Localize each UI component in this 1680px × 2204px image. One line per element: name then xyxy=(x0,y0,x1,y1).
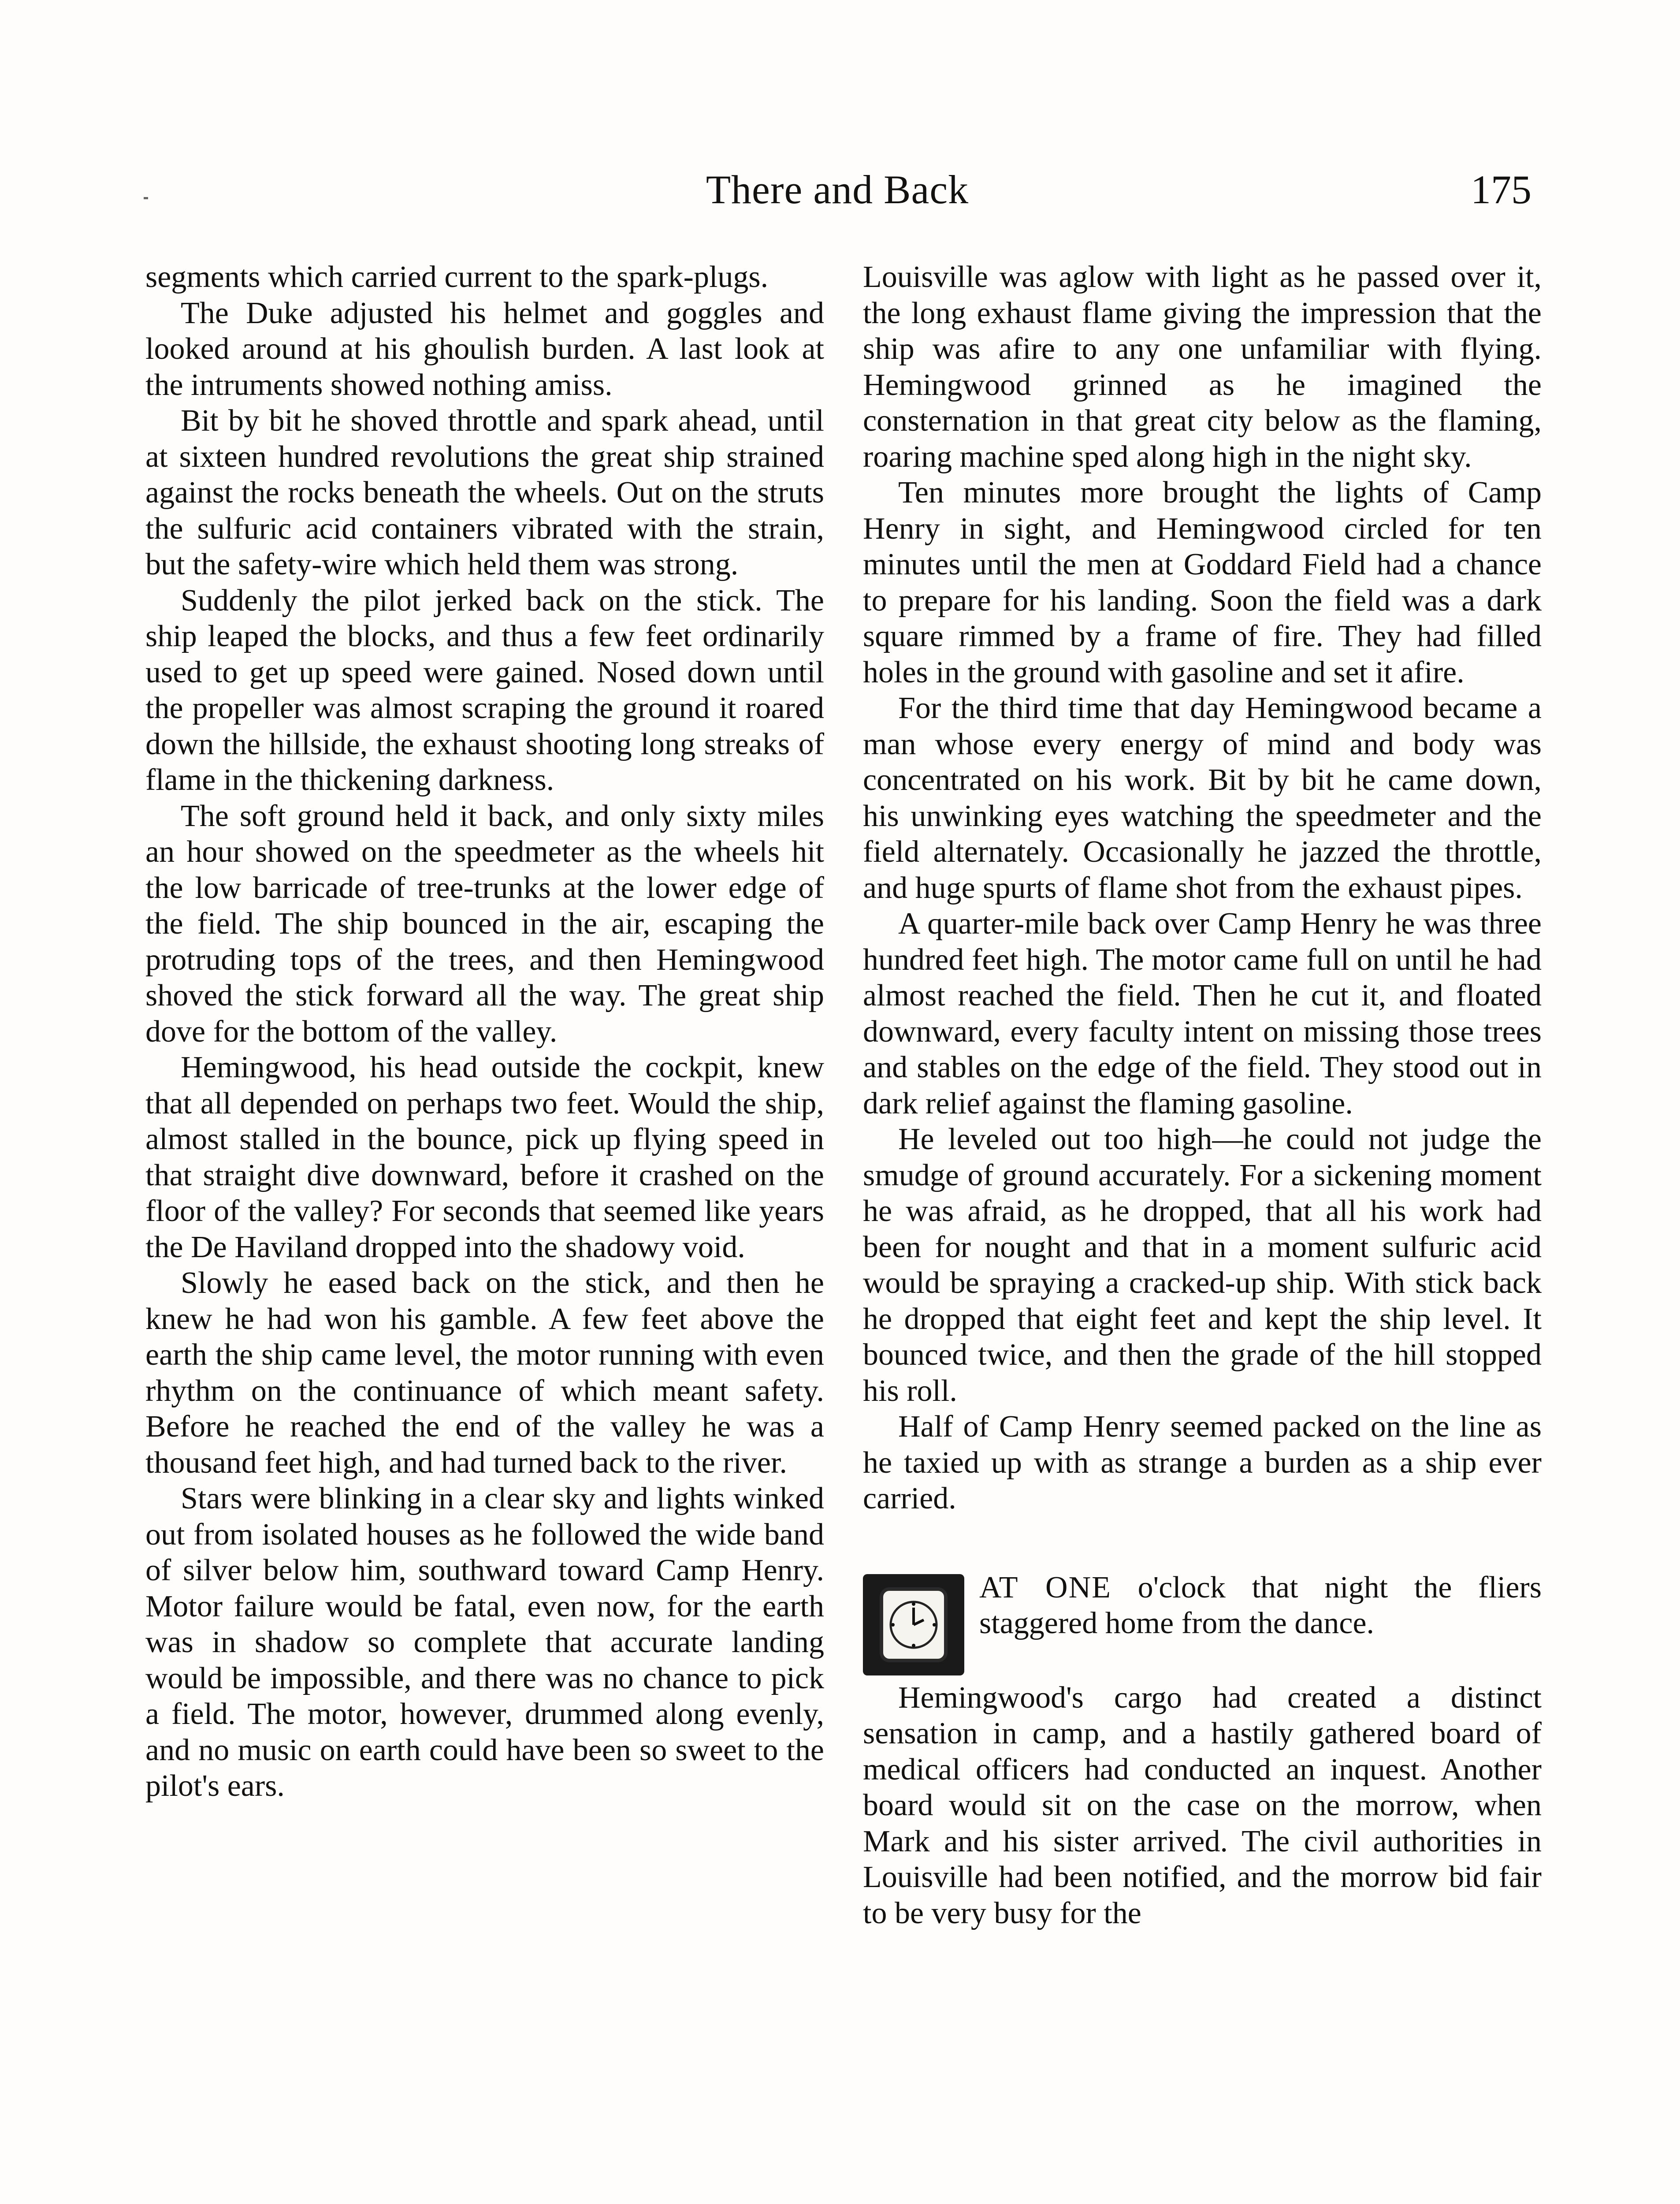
paragraph: Suddenly the pilot jerked back on the stick. The ship leaped the blocks, and thus a few feet ordinarily used to get up speed were gained. Nosed down until the propeller was almost scraping the ground it roared down the hillside, the exhaust shooting long streaks of flame in the thickening darkness. xyxy=(145,583,824,797)
right-column xyxy=(863,259,1542,1931)
left-column xyxy=(145,259,824,1804)
clock-icon xyxy=(863,1574,964,1675)
paragraph: For the third time that day Hemingwood became a man whose every energy of mind and body was concentrated on his work. Bit by bit he came down, his unwinking eyes watching the speedmeter and the field alternately. Occasionally he jazzed the throttle, and huge spurts of flame shot from the exhaust pipes. xyxy=(863,691,1542,905)
paragraph: Stars were blinking in a clear sky and lights winked out from isolated houses as he followed the wide band of silver below him, southward toward Camp Henry. Motor failure would be fatal, even now, for the earth was in shadow so complete that accurate landing would be impossible, and there was no chance to pick a field. The motor, however, drummed along evenly, and no music on earth could have been so sweet to the pilot's ears. xyxy=(145,1482,824,1803)
paragraph: Hemingwood's cargo had created a distinct sensation in camp, and a hastily gathered board of medical officers had conducted an inquest. Another board would sit on the case on the morrow, when Mark and his sister arrived. The civil authorities in Louisville had been notified, and the morrow bid fair to be very busy for the xyxy=(863,1680,1542,1930)
paragraph: Hemingwood, his head outside the cockpit, knew that all depended on perhaps two feet. Would the ship, almost stalled in the bounce, pick up flying speed in that straight dive downward, before it crashed on the floor of the valley? For seconds that seemed like years the De Haviland dropped into the shadowy void. xyxy=(145,1050,824,1264)
paragraph: A quarter-mile back over Camp Henry he was three hundred feet high. The motor came full on until he had almost reached the field. Then he cut it, and floated downward, every faculty intent on missing those trees and stables on the edge of the field. They stood out in dark relief against the flaming gasoline. xyxy=(863,907,1542,1121)
clock-face xyxy=(880,1587,948,1662)
dial-mark xyxy=(912,1602,915,1606)
paragraph: The soft ground held it back, and only sixty miles an hour showed on the speedmeter as the wheels hit the low barricade of tree-trunks at the lower edge of the field. The ship bounced in the air, escaping the protruding tops of the trees, and then Hemingwood shoved the stick forward all the way. The great ship dove for the bottom of the valley. xyxy=(145,799,824,1049)
lead-caps: AT ONE xyxy=(979,1570,1111,1605)
section-lead xyxy=(863,1570,1542,1642)
paragraph: He leveled out too high—he could not judge the smudge of ground accurately. For a sickening moment he was afraid, as he dropped, that all his work had been for nought and that in a moment sulfuric acid would be spraying a cracked-up ship. With stick back he dropped that eight feet and kept the ship level. It bounced twice, and then the grade of the hill stopped his roll. xyxy=(863,1122,1542,1408)
paragraph: Slowly he eased back on the stick, and then he knew he had won his gamble. A few feet above the earth the ship came level, the motor running with even rhythm on the continuance of which meant safety. Before he reached the end of the valley he was a thousand feet high, and had turned back to the river. xyxy=(145,1266,824,1480)
running-header xyxy=(143,163,1531,220)
lead-rest: o'clock that night the fliers staggered home from the dance. xyxy=(979,1570,1542,1640)
dial-mark xyxy=(912,1644,915,1647)
paragraph: segments which carried current to the spark-plugs. xyxy=(145,260,769,294)
page-number: 175 xyxy=(1471,167,1531,212)
dial-mark xyxy=(891,1623,895,1627)
paragraph: Ten minutes more brought the lights of Camp Henry in sight, and Hemingwood circled for ten minutes until the men at Goddard Field had a chance to prepare for his landing. Soon the field was a dark square rimmed by a frame of fire. They had filled holes in the ground with gasoline and set it afire. xyxy=(863,476,1542,689)
paragraph: The Duke adjusted his helmet and goggles and looked around at his ghoulish burden. A last look at the intruments showed nothing amiss. xyxy=(145,296,824,402)
running-title: There and Back xyxy=(706,167,969,212)
hour-hand xyxy=(914,1620,924,1625)
clock-dial xyxy=(883,1591,944,1659)
dial-mark xyxy=(933,1623,936,1627)
paragraph: Half of Camp Henry seemed packed on the line as he taxied up with as strange a burden as a ship ever carried. xyxy=(863,1410,1542,1515)
paragraph: Louisville was aglow with light as he passed over it, the long exhaust flame giving the impression that the ship was afire to any one unfamiliar with flying. Hemingwood grinned as he imagined the consternation in that great city below as the flaming, roaring machine sped along high in the night sky. xyxy=(863,260,1542,474)
section-break xyxy=(863,1570,1542,1932)
paragraph: Bit by bit he shoved throttle and spark ahead, until at sixteen hundred revolutions the great ship strained against the rocks beneath the wheels. Out on the struts the sulfuric acid containers vibrated with the strain, but the safety-wire which held them was strong. xyxy=(145,404,824,581)
